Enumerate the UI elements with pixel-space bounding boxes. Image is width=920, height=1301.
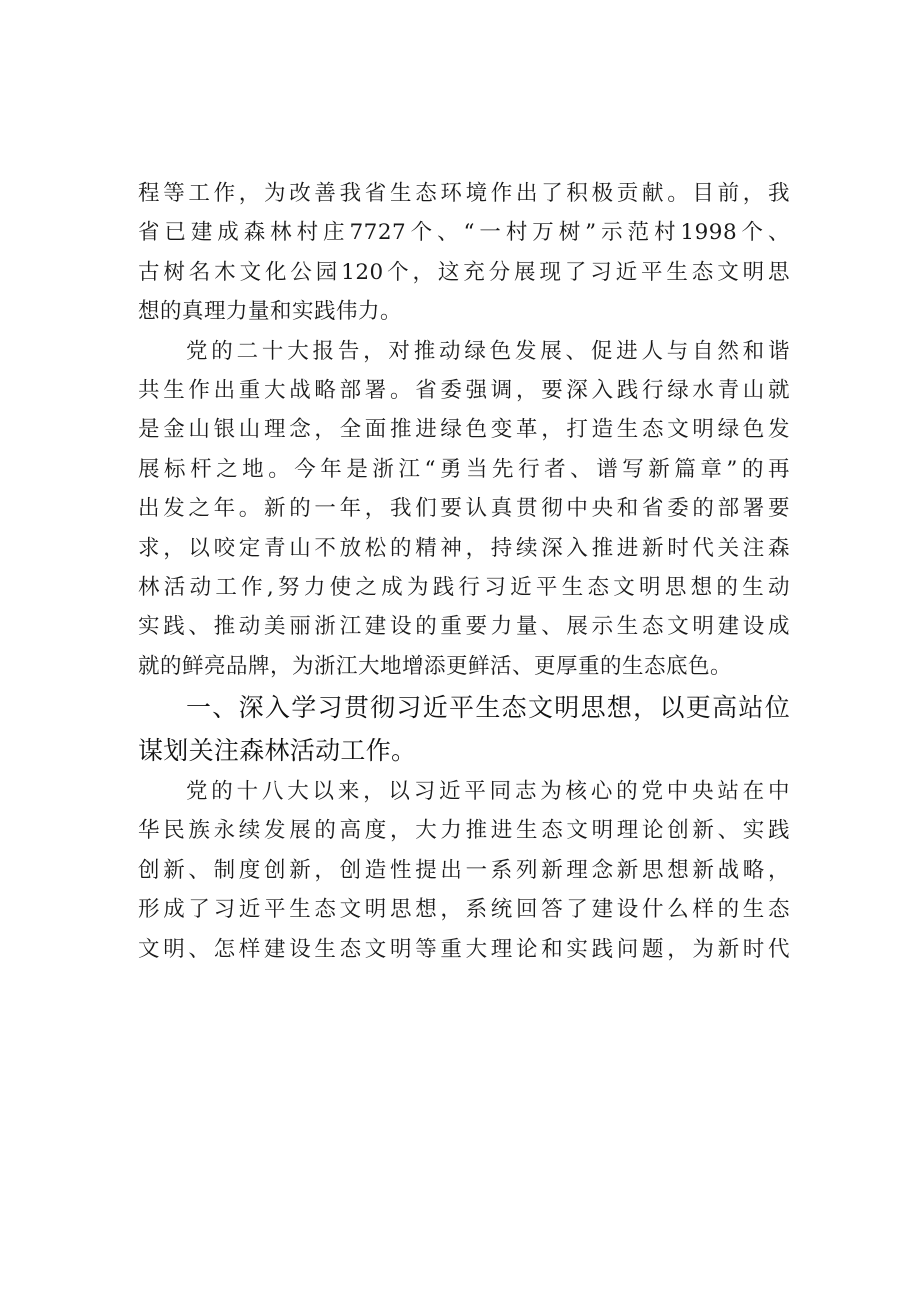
- paragraph-line: 文明、怎样建设生态文明等重大理论和实践问题，为新时代: [138, 936, 790, 962]
- paragraph-line: 是金山银山理念，全面推进绿色变革，打造生态文明绿色发: [138, 417, 790, 443]
- paragraph-line: 实践、推动美丽浙江建设的重要力量、展示生态文明建设成: [138, 614, 790, 640]
- section-heading-1: [138, 686, 790, 772]
- paragraph-line: 省已建成森林村庄7727个、“一村万树”示范村1998个、: [138, 220, 790, 246]
- paragraph-line: 求，以咬定青山不放松的精神，持续深入推进新时代关注森: [138, 535, 790, 561]
- paragraph-2: [138, 332, 790, 687]
- paragraph-1: [138, 174, 790, 332]
- paragraph-line: 程等工作，为改善我省生态环境作出了积极贡献。目前，我: [138, 181, 790, 206]
- heading-line: 一、深入学习贯彻习近平生态文明思想，以更高站位: [186, 693, 790, 723]
- paragraph-3: [138, 772, 790, 969]
- paragraph-line: 古树名木文化公园120个，这充分展现了习近平生态文明思: [138, 259, 790, 285]
- paragraph-line: 就的鲜亮品牌，为浙江大地增添更鲜活、更厚重的生态底色。: [138, 653, 733, 679]
- paragraph-line: 出发之年。新的一年，我们要认真贯彻中央和省委的部署要: [138, 496, 790, 522]
- paragraph-line: 华民族永续发展的高度，大力推进生态文明理论创新、实践: [138, 818, 790, 844]
- heading-line: 谋划关注森林活动工作。: [138, 736, 417, 766]
- paragraph-line: 想的真理力量和实践伟力。: [138, 299, 403, 325]
- paragraph-line: 创新、制度创新，创造性提出一系列新理念新思想新战略，: [138, 857, 790, 883]
- paragraph-line: 党的十八大以来，以习近平同志为核心的党中央站在中: [186, 779, 790, 805]
- document-body: [138, 174, 790, 969]
- paragraph-line: 共生作出重大战略部署。省委强调，要深入践行绿水青山就: [138, 377, 790, 403]
- paragraph-line: 形成了习近平生态文明思想，系统回答了建设什么样的生态: [138, 897, 790, 923]
- paragraph-line: 林活动工作,努力使之成为践行习近平生态文明思想的生动: [138, 574, 790, 600]
- paragraph-line: 党的二十大报告，对推动绿色发展、促进人与自然和谐: [186, 338, 790, 364]
- paragraph-line: 展标杆之地。今年是浙江“勇当先行者、谱写新篇章”的再: [138, 456, 790, 482]
